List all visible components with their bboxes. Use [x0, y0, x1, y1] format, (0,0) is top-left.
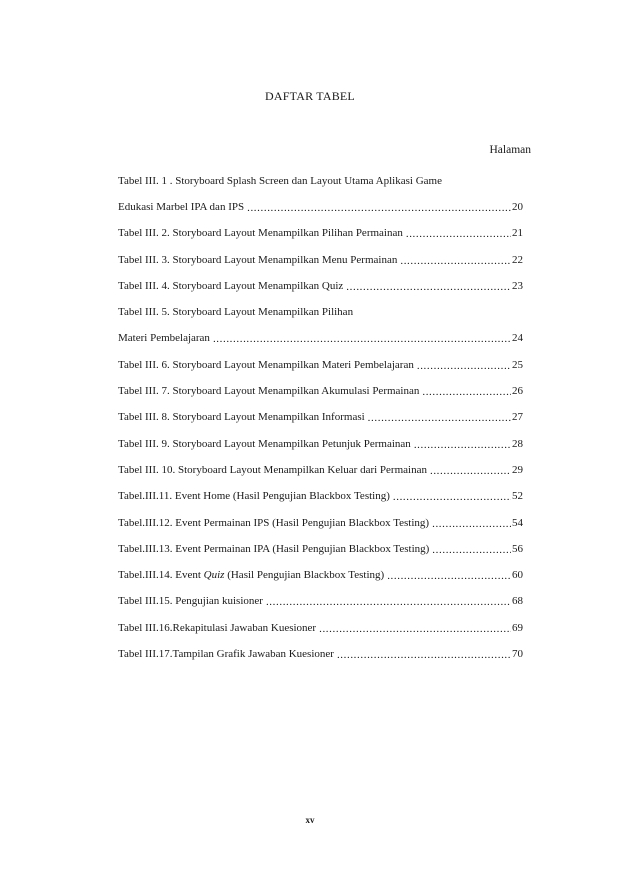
entry-text: Tabel III. 7. Storyboard Layout Menampilkan Akumulasi Permainan — [118, 385, 420, 398]
dot-leader — [213, 334, 511, 345]
entry-text-pre: Tabel.III.14. Event — [118, 569, 204, 582]
dot-leader — [319, 624, 511, 635]
entry-text: Tabel III.16.Rekapitulasi Jawaban Kuesioner — [118, 621, 317, 634]
entry-text: Tabel III. 1 . Storyboard Splash Screen dan Layout Utama Aplikasi Game — [118, 174, 442, 187]
list-item — [118, 405, 523, 431]
list-item — [118, 247, 523, 273]
dot-leader — [368, 413, 511, 424]
list-item — [118, 168, 523, 194]
entry-page: 28 — [512, 437, 523, 450]
dot-leader — [393, 492, 511, 503]
dot-leader — [337, 650, 511, 661]
entry-text-italic: Quiz — [203, 569, 225, 582]
entry-page: 20 — [512, 200, 523, 213]
list-item — [118, 221, 523, 247]
entry-text: Tabel III. 3. Storyboard Layout Menampilkan Menu Permainan — [118, 253, 398, 266]
list-item — [118, 484, 523, 510]
entry-page: 56 — [512, 542, 523, 555]
entry-text — [118, 570, 384, 581]
entry-page: 21 — [512, 227, 523, 240]
dot-leader — [406, 229, 511, 240]
entry-text: Tabel III. 4. Storyboard Layout Menampilkan Quiz — [118, 279, 344, 292]
list-item — [118, 194, 523, 220]
entry-page: 27 — [512, 411, 523, 424]
dot-leader — [432, 545, 511, 556]
list-item — [118, 299, 523, 325]
list-item — [118, 378, 523, 404]
entry-text: Tabel III. 6. Storyboard Layout Menampilkan Materi Pembelajaran — [118, 358, 414, 371]
list-item — [118, 510, 523, 536]
list-item — [118, 326, 523, 352]
entry-page: 29 — [512, 463, 523, 476]
dot-leader — [417, 361, 511, 372]
dot-leader — [414, 440, 511, 451]
entry-text: Tabel III. 5. Storyboard Layout Menampilkan Pilihan — [118, 306, 354, 319]
entry-text: Edukasi Marbel IPA dan IPS — [118, 200, 245, 213]
entry-page: 26 — [512, 385, 523, 398]
dot-leader — [346, 282, 511, 293]
entry-page: 22 — [512, 253, 523, 266]
entry-text: Tabel.III.13. Event Permainan IPA (Hasil Pengujian Blackbox Testing) — [118, 542, 430, 555]
entry-page: 23 — [512, 279, 523, 292]
entry-text: Tabel III. 8. Storyboard Layout Menampilkan Informasi — [118, 411, 365, 424]
list-item — [118, 536, 523, 562]
list-item — [118, 352, 523, 378]
dot-leader — [266, 597, 511, 608]
page-number: xv — [305, 815, 315, 825]
entry-text: Tabel III. 9. Storyboard Layout Menampilkan Petunjuk Permainan — [118, 437, 411, 450]
entry-page: 24 — [512, 332, 523, 345]
list-item — [118, 589, 523, 615]
entry-text: Tabel.III.12. Event Permainan IPS (Hasil Pengujian Blackbox Testing) — [118, 516, 430, 529]
dot-leader — [422, 387, 511, 398]
entry-page: 52 — [512, 490, 523, 503]
entry-page: 60 — [512, 569, 523, 582]
entry-text: Tabel III. 10. Storyboard Layout Menampilkan Keluar dari Permainan — [118, 463, 427, 476]
list-item — [118, 641, 523, 667]
entry-text: Materi Pembelajaran — [118, 332, 210, 345]
dot-leader — [430, 466, 511, 477]
entry-page: 70 — [512, 647, 523, 660]
halaman-label: Halaman — [489, 144, 531, 156]
table-list — [118, 168, 523, 668]
dot-leader — [387, 571, 511, 582]
entry-page: 54 — [512, 516, 523, 529]
list-item — [118, 615, 523, 641]
dot-leader — [432, 519, 511, 530]
entry-text: Tabel III.15. Pengujian kuisioner — [118, 595, 263, 608]
entry-text: Tabel III. 2. Storyboard Layout Menampilkan Pilihan Permainan — [118, 227, 403, 240]
entry-text-post: (Hasil Pengujian Blackbox Testing) — [224, 569, 385, 582]
dot-leader — [247, 203, 511, 214]
list-item — [118, 562, 523, 588]
page-title: DAFTAR TABEL — [265, 89, 355, 103]
entry-page: 69 — [512, 621, 523, 634]
list-item — [118, 273, 523, 299]
entry-page: 68 — [512, 595, 523, 608]
entry-text: Tabel III.17.Tampilan Grafik Jawaban Kuesioner — [118, 647, 334, 660]
entry-page: 25 — [512, 358, 523, 371]
list-item — [118, 457, 523, 483]
list-item — [118, 431, 523, 457]
entry-text: Tabel.III.11. Event Home (Hasil Pengujian Blackbox Testing) — [118, 490, 390, 503]
dot-leader — [400, 256, 511, 267]
